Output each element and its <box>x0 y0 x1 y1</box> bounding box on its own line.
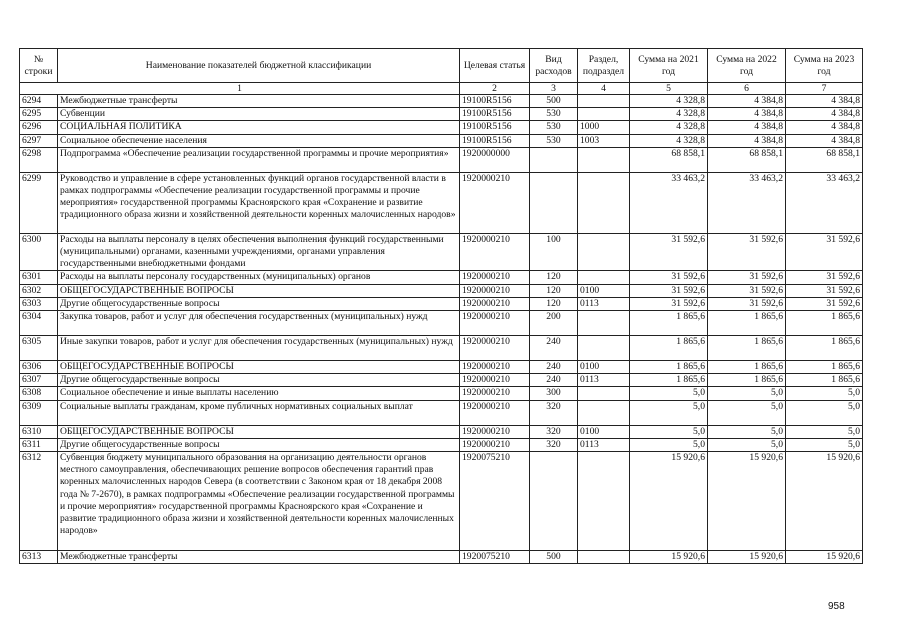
row-number: 6311 <box>20 438 58 451</box>
sum-2021: 15 920,6 <box>630 452 708 551</box>
sum-2022: 5,0 <box>708 425 786 438</box>
sum-2022: 5,0 <box>708 400 786 425</box>
row-number: 6298 <box>20 147 58 172</box>
section-code: 0100 <box>578 425 630 438</box>
table-row <box>20 147 863 172</box>
sum-2022: 31 592,6 <box>708 297 786 310</box>
sum-2022: 1 865,6 <box>708 374 786 387</box>
expense-type: 320 <box>530 438 578 451</box>
sum-2023: 4 384,8 <box>786 108 863 121</box>
row-number: 6308 <box>20 387 58 400</box>
sum-2021: 31 592,6 <box>630 297 708 310</box>
sum-2021: 33 463,2 <box>630 172 708 233</box>
indicator-name: Другие общегосударственные вопросы <box>58 297 460 310</box>
target-item-code: 1920000210 <box>460 297 530 310</box>
expense-type: 240 <box>530 336 578 361</box>
target-item-code: 1920000210 <box>460 336 530 361</box>
sum-2023: 31 592,6 <box>786 271 863 284</box>
table-row <box>20 172 863 233</box>
expense-type: 120 <box>530 297 578 310</box>
header-expense-type: Вид расходов <box>530 49 578 83</box>
row-number: 6303 <box>20 297 58 310</box>
column-number: 2 <box>460 83 530 95</box>
indicator-name: Иные закупки товаров, работ и услуг для обеспечения государственных (муниципальных) нужд <box>58 336 460 361</box>
sum-2021: 15 920,6 <box>630 551 708 564</box>
section-code <box>578 108 630 121</box>
section-code <box>578 271 630 284</box>
header-indicator-name: Наименование показателей бюджетной классификации <box>58 49 460 83</box>
section-code: 0100 <box>578 361 630 374</box>
row-number: 6309 <box>20 400 58 425</box>
section-code <box>578 400 630 425</box>
sum-2021: 1 865,6 <box>630 361 708 374</box>
section-code <box>578 336 630 361</box>
target-item-code: 1920000210 <box>460 400 530 425</box>
column-number: 5 <box>630 83 708 95</box>
column-number: 6 <box>708 83 786 95</box>
sum-2021: 4 328,8 <box>630 95 708 108</box>
target-item-code: 1920000210 <box>460 361 530 374</box>
indicator-name: Социальное обеспечение населения <box>58 134 460 147</box>
sum-2023: 68 858,1 <box>786 147 863 172</box>
table-row <box>20 551 863 564</box>
row-number: 6312 <box>20 452 58 551</box>
target-item-code: 1920000210 <box>460 284 530 297</box>
section-code: 1003 <box>578 134 630 147</box>
sum-2021: 4 328,8 <box>630 134 708 147</box>
budget-table <box>19 48 863 564</box>
column-number-row <box>20 83 863 95</box>
header-sum-2023: Сумма на 2023 год <box>786 49 863 83</box>
table-row <box>20 387 863 400</box>
page-number: 958 <box>828 601 845 612</box>
section-code: 0113 <box>578 297 630 310</box>
expense-type: 120 <box>530 271 578 284</box>
table-row <box>20 452 863 551</box>
expense-type: 320 <box>530 400 578 425</box>
sum-2023: 1 865,6 <box>786 374 863 387</box>
target-item-code: 1920000210 <box>460 311 530 336</box>
expense-type: 320 <box>530 425 578 438</box>
sum-2021: 5,0 <box>630 400 708 425</box>
indicator-name: Закупка товаров, работ и услуг для обеспечения государственных (муниципальных) нужд <box>58 311 460 336</box>
sum-2023: 5,0 <box>786 400 863 425</box>
table-row <box>20 271 863 284</box>
section-code: 1000 <box>578 121 630 134</box>
sum-2021: 31 592,6 <box>630 233 708 271</box>
target-item-code: 1920000210 <box>460 233 530 271</box>
row-number: 6300 <box>20 233 58 271</box>
indicator-name: ОБЩЕГОСУДАРСТВЕННЫЕ ВОПРОСЫ <box>58 361 460 374</box>
sum-2021: 1 865,6 <box>630 374 708 387</box>
sum-2023: 31 592,6 <box>786 233 863 271</box>
sum-2021: 1 865,6 <box>630 311 708 336</box>
indicator-name: Расходы на выплаты персоналу государственных (муниципальных) органов <box>58 271 460 284</box>
sum-2023: 4 384,8 <box>786 134 863 147</box>
target-item-code: 1920075210 <box>460 551 530 564</box>
target-item-code: 1920000210 <box>460 438 530 451</box>
table-row <box>20 134 863 147</box>
indicator-name: Межбюджетные трансферты <box>58 95 460 108</box>
section-code: 0113 <box>578 438 630 451</box>
sum-2022: 15 920,6 <box>708 551 786 564</box>
sum-2023: 4 384,8 <box>786 121 863 134</box>
table-row <box>20 311 863 336</box>
target-item-code: 1920000210 <box>460 425 530 438</box>
header-row <box>20 49 863 83</box>
target-item-code: 1920000210 <box>460 374 530 387</box>
expense-type: 530 <box>530 108 578 121</box>
table-row <box>20 95 863 108</box>
header-section: Раздел, подраздел <box>578 49 630 83</box>
row-number: 6307 <box>20 374 58 387</box>
row-number: 6310 <box>20 425 58 438</box>
indicator-name: Субвенция бюджету муниципального образования на организацию деятельности органов местного самоуправления, обеспечивающих решение вопросов обеспечения гарантий прав коренных малочисленных народов Севера (в соответствии с Законом края от 18 декабря 2008 года № 7-2670), в рамках подпрограммы «Обеспечение реализации государственной программы и прочие мероприятия» государственной программы Красноярского края «Сохранение и развитие традиционного образа жизни и хозяйственной деятельности коренных малочисленных народов» <box>58 452 460 551</box>
indicator-name: ОБЩЕГОСУДАРСТВЕННЫЕ ВОПРОСЫ <box>58 284 460 297</box>
row-number: 6306 <box>20 361 58 374</box>
row-number: 6304 <box>20 311 58 336</box>
column-number: 4 <box>578 83 630 95</box>
sum-2021: 5,0 <box>630 387 708 400</box>
sum-2023: 15 920,6 <box>786 452 863 551</box>
sum-2022: 4 384,8 <box>708 121 786 134</box>
header-row-number: № строки <box>20 49 58 83</box>
sum-2023: 1 865,6 <box>786 336 863 361</box>
header-target-item: Целевая статья <box>460 49 530 83</box>
column-number: 1 <box>20 83 460 95</box>
table-row <box>20 336 863 361</box>
table-row <box>20 374 863 387</box>
expense-type <box>530 452 578 551</box>
table-row <box>20 121 863 134</box>
indicator-name: Другие общегосударственные вопросы <box>58 374 460 387</box>
table-row <box>20 425 863 438</box>
sum-2023: 31 592,6 <box>786 297 863 310</box>
expense-type: 500 <box>530 95 578 108</box>
sum-2021: 5,0 <box>630 438 708 451</box>
target-item-code: 19100R5156 <box>460 134 530 147</box>
sum-2022: 1 865,6 <box>708 361 786 374</box>
section-code <box>578 172 630 233</box>
row-number: 6313 <box>20 551 58 564</box>
sum-2021: 31 592,6 <box>630 284 708 297</box>
sum-2022: 68 858,1 <box>708 147 786 172</box>
expense-type <box>530 172 578 233</box>
sum-2022: 1 865,6 <box>708 336 786 361</box>
indicator-name: ОБЩЕГОСУДАРСТВЕННЫЕ ВОПРОСЫ <box>58 425 460 438</box>
target-item-code: 19100R5156 <box>460 121 530 134</box>
table-row <box>20 438 863 451</box>
sum-2023: 5,0 <box>786 425 863 438</box>
sum-2021: 4 328,8 <box>630 108 708 121</box>
section-code <box>578 233 630 271</box>
expense-type: 530 <box>530 134 578 147</box>
target-item-code: 1920000210 <box>460 172 530 233</box>
sum-2023: 5,0 <box>786 387 863 400</box>
sum-2023: 33 463,2 <box>786 172 863 233</box>
sum-2022: 31 592,6 <box>708 284 786 297</box>
sum-2022: 5,0 <box>708 387 786 400</box>
sum-2022: 31 592,6 <box>708 271 786 284</box>
indicator-name: Другие общегосударственные вопросы <box>58 438 460 451</box>
sum-2022: 4 384,8 <box>708 95 786 108</box>
indicator-name: Социальные выплаты гражданам, кроме публичных нормативных социальных выплат <box>58 400 460 425</box>
column-number: 3 <box>530 83 578 95</box>
row-number: 6297 <box>20 134 58 147</box>
section-code <box>578 95 630 108</box>
sum-2022: 5,0 <box>708 438 786 451</box>
sum-2023: 1 865,6 <box>786 361 863 374</box>
sum-2023: 5,0 <box>786 438 863 451</box>
indicator-name: Межбюджетные трансферты <box>58 551 460 564</box>
sum-2023: 31 592,6 <box>786 284 863 297</box>
expense-type: 240 <box>530 361 578 374</box>
expense-type <box>530 147 578 172</box>
sum-2021: 1 865,6 <box>630 336 708 361</box>
expense-type: 100 <box>530 233 578 271</box>
target-item-code: 19100R5156 <box>460 108 530 121</box>
sum-2022: 33 463,2 <box>708 172 786 233</box>
target-item-code: 1920075210 <box>460 452 530 551</box>
header-sum-2022: Сумма на 2022 год <box>708 49 786 83</box>
expense-type: 200 <box>530 311 578 336</box>
sum-2022: 4 384,8 <box>708 108 786 121</box>
budget-sheet <box>19 48 862 564</box>
indicator-name: Расходы на выплаты персоналу в целях обеспечения выполнения функций государственными (муниципальными) органами, казенными учреждениями, органами управления государственными внебюджетными фондами <box>58 233 460 271</box>
row-number: 6296 <box>20 121 58 134</box>
expense-type: 120 <box>530 284 578 297</box>
expense-type: 500 <box>530 551 578 564</box>
target-item-code: 19100R5156 <box>460 95 530 108</box>
target-item-code: 1920000000 <box>460 147 530 172</box>
section-code: 0113 <box>578 374 630 387</box>
indicator-name: Социальное обеспечение и иные выплаты населению <box>58 387 460 400</box>
table-row <box>20 361 863 374</box>
indicator-name: Руководство и управление в сфере установленных функций органов государственной власти в рамках подпрограммы «Обеспечение реализации государственной программы и прочие мероприятия» государственной программы Красноярского края «Сохранение и развитие традиционного образа жизни и хозяйственной деятельности коренных малочисленных народов» <box>58 172 460 233</box>
column-number: 7 <box>786 83 863 95</box>
header-sum-2021: Сумма на 2021 год <box>630 49 708 83</box>
row-number: 6295 <box>20 108 58 121</box>
target-item-code: 1920000210 <box>460 387 530 400</box>
indicator-name: Подпрограмма «Обеспечение реализации государственной программы и прочие мероприятия» <box>58 147 460 172</box>
sum-2023: 15 920,6 <box>786 551 863 564</box>
row-number: 6299 <box>20 172 58 233</box>
expense-type: 240 <box>530 374 578 387</box>
section-code <box>578 311 630 336</box>
sum-2022: 1 865,6 <box>708 311 786 336</box>
sum-2023: 1 865,6 <box>786 311 863 336</box>
row-number: 6301 <box>20 271 58 284</box>
expense-type: 530 <box>530 121 578 134</box>
section-code: 0100 <box>578 284 630 297</box>
sum-2021: 68 858,1 <box>630 147 708 172</box>
table-row <box>20 284 863 297</box>
section-code <box>578 452 630 551</box>
sum-2023: 4 384,8 <box>786 95 863 108</box>
sum-2021: 4 328,8 <box>630 121 708 134</box>
sum-2021: 5,0 <box>630 425 708 438</box>
row-number: 6294 <box>20 95 58 108</box>
target-item-code: 1920000210 <box>460 271 530 284</box>
table-row <box>20 108 863 121</box>
section-code <box>578 147 630 172</box>
indicator-name: СОЦИАЛЬНАЯ ПОЛИТИКА <box>58 121 460 134</box>
sum-2022: 15 920,6 <box>708 452 786 551</box>
sum-2021: 31 592,6 <box>630 271 708 284</box>
section-code <box>578 551 630 564</box>
table-row <box>20 400 863 425</box>
table-row <box>20 297 863 310</box>
sum-2022: 4 384,8 <box>708 134 786 147</box>
row-number: 6302 <box>20 284 58 297</box>
row-number: 6305 <box>20 336 58 361</box>
table-row <box>20 233 863 271</box>
section-code <box>578 387 630 400</box>
expense-type: 300 <box>530 387 578 400</box>
sum-2022: 31 592,6 <box>708 233 786 271</box>
indicator-name: Субвенции <box>58 108 460 121</box>
